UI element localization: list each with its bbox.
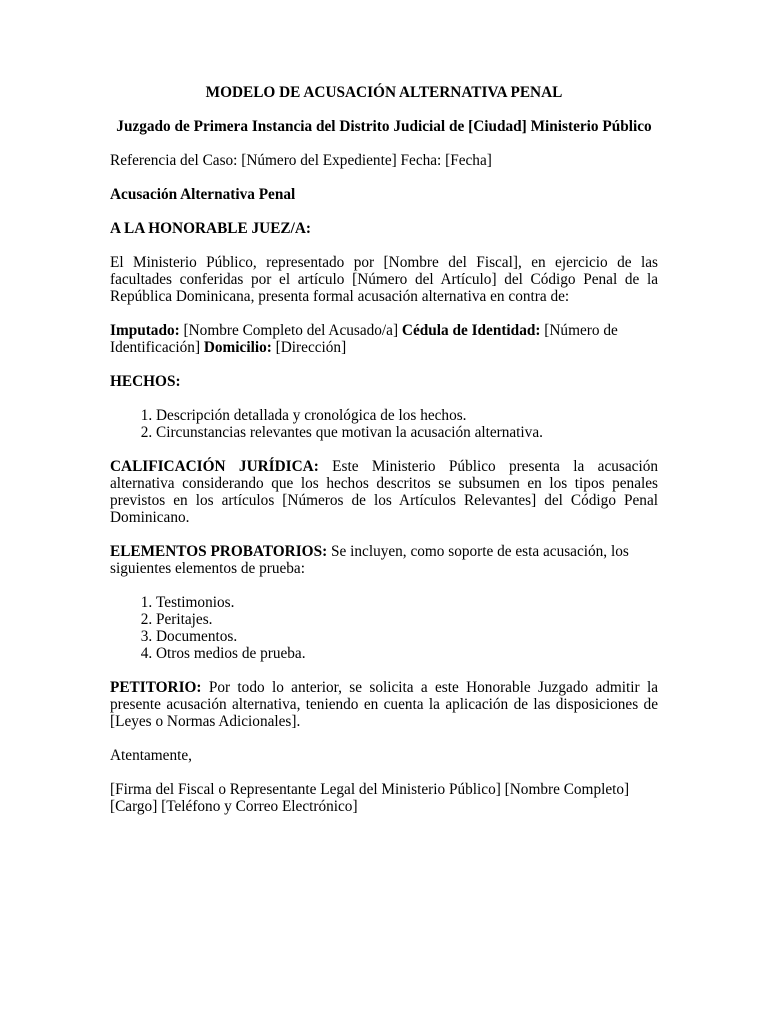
list-item: 3. Documentos.: [156, 628, 658, 645]
cedula-label: Cédula de Identidad:: [401, 322, 541, 339]
calificacion-text: Este Ministerio Público presenta la acusación alternativa considerando que los hechos descritos se subsumen en los tipos penales previstos en los artículos [Números de los Artículos Relevantes] del Código Penal Dominicano.: [110, 458, 658, 526]
elementos-paragraph: [110, 543, 658, 577]
list-item: 1. Descripción detallada y cronológica de los hechos.: [156, 407, 658, 424]
domicilio-value: [Dirección]: [271, 339, 347, 356]
elementos-list: [110, 594, 658, 662]
petitorio-label: PETITORIO:: [110, 679, 202, 696]
cedula-value: [Número de Identificación]: [110, 322, 618, 356]
salutation: A LA HONORABLE JUEZ/A:: [110, 220, 312, 237]
elementos-label: ELEMENTOS PROBATORIOS:: [110, 543, 328, 560]
document-subtitle: Acusación Alternativa Penal: [110, 186, 296, 203]
document-title: MODELO DE ACUSACIÓN ALTERNATIVA PENAL: [205, 84, 563, 101]
domicilio-label: Domicilio:: [203, 339, 272, 356]
list-item: 1. Testimonios.: [156, 594, 658, 611]
imputado-label: Imputado:: [110, 322, 180, 339]
hechos-list: [110, 407, 658, 441]
petitorio-text: Por todo lo anterior, se solicita a este Honorable Juzgado admitir la presente acusación alternativa, teniendo en cuenta la aplicación de las disposiciones de [Leyes o Normas Adicionales].: [110, 679, 658, 730]
elementos-text: Se incluyen, como soporte de esta acusación, los siguientes elementos de prueba:: [110, 543, 629, 577]
calificacion-label: CALIFICACIÓN JURÍDICA:: [110, 458, 319, 475]
list-item: 2. Peritajes.: [156, 611, 658, 628]
case-reference: Referencia del Caso: [Número del Expediente] Fecha: [Fecha]: [110, 152, 492, 169]
signature-line: [Firma del Fiscal o Representante Legal del Ministerio Público] [Nombre Completo]: [110, 781, 630, 798]
list-item: 4. Otros medios de prueba.: [156, 645, 658, 662]
petitorio-paragraph: [110, 679, 658, 730]
hechos-heading: HECHOS:: [110, 373, 181, 390]
imputado-value: [Nombre Completo del Acusado/a]: [179, 322, 402, 339]
court-heading: Juzgado de Primera Instancia del Distrito Judicial de [Ciudad] Ministerio Público: [116, 118, 652, 135]
closing: Atentamente,: [110, 747, 192, 764]
list-item: 2. Circunstancias relevantes que motivan la acusación alternativa.: [156, 424, 658, 441]
signature-contact-line: [Cargo] [Teléfono y Correo Electrónico]: [110, 798, 358, 815]
accused-details: [110, 322, 658, 356]
calificacion-paragraph: [110, 458, 658, 526]
intro-paragraph: El Ministerio Público, representado por [Nombre del Fiscal], en ejercicio de las facultades conferidas por el artículo [Número del Artículo] del Código Penal de la República Dominicana, presenta formal acusación alternativa en contra de:: [110, 254, 658, 305]
